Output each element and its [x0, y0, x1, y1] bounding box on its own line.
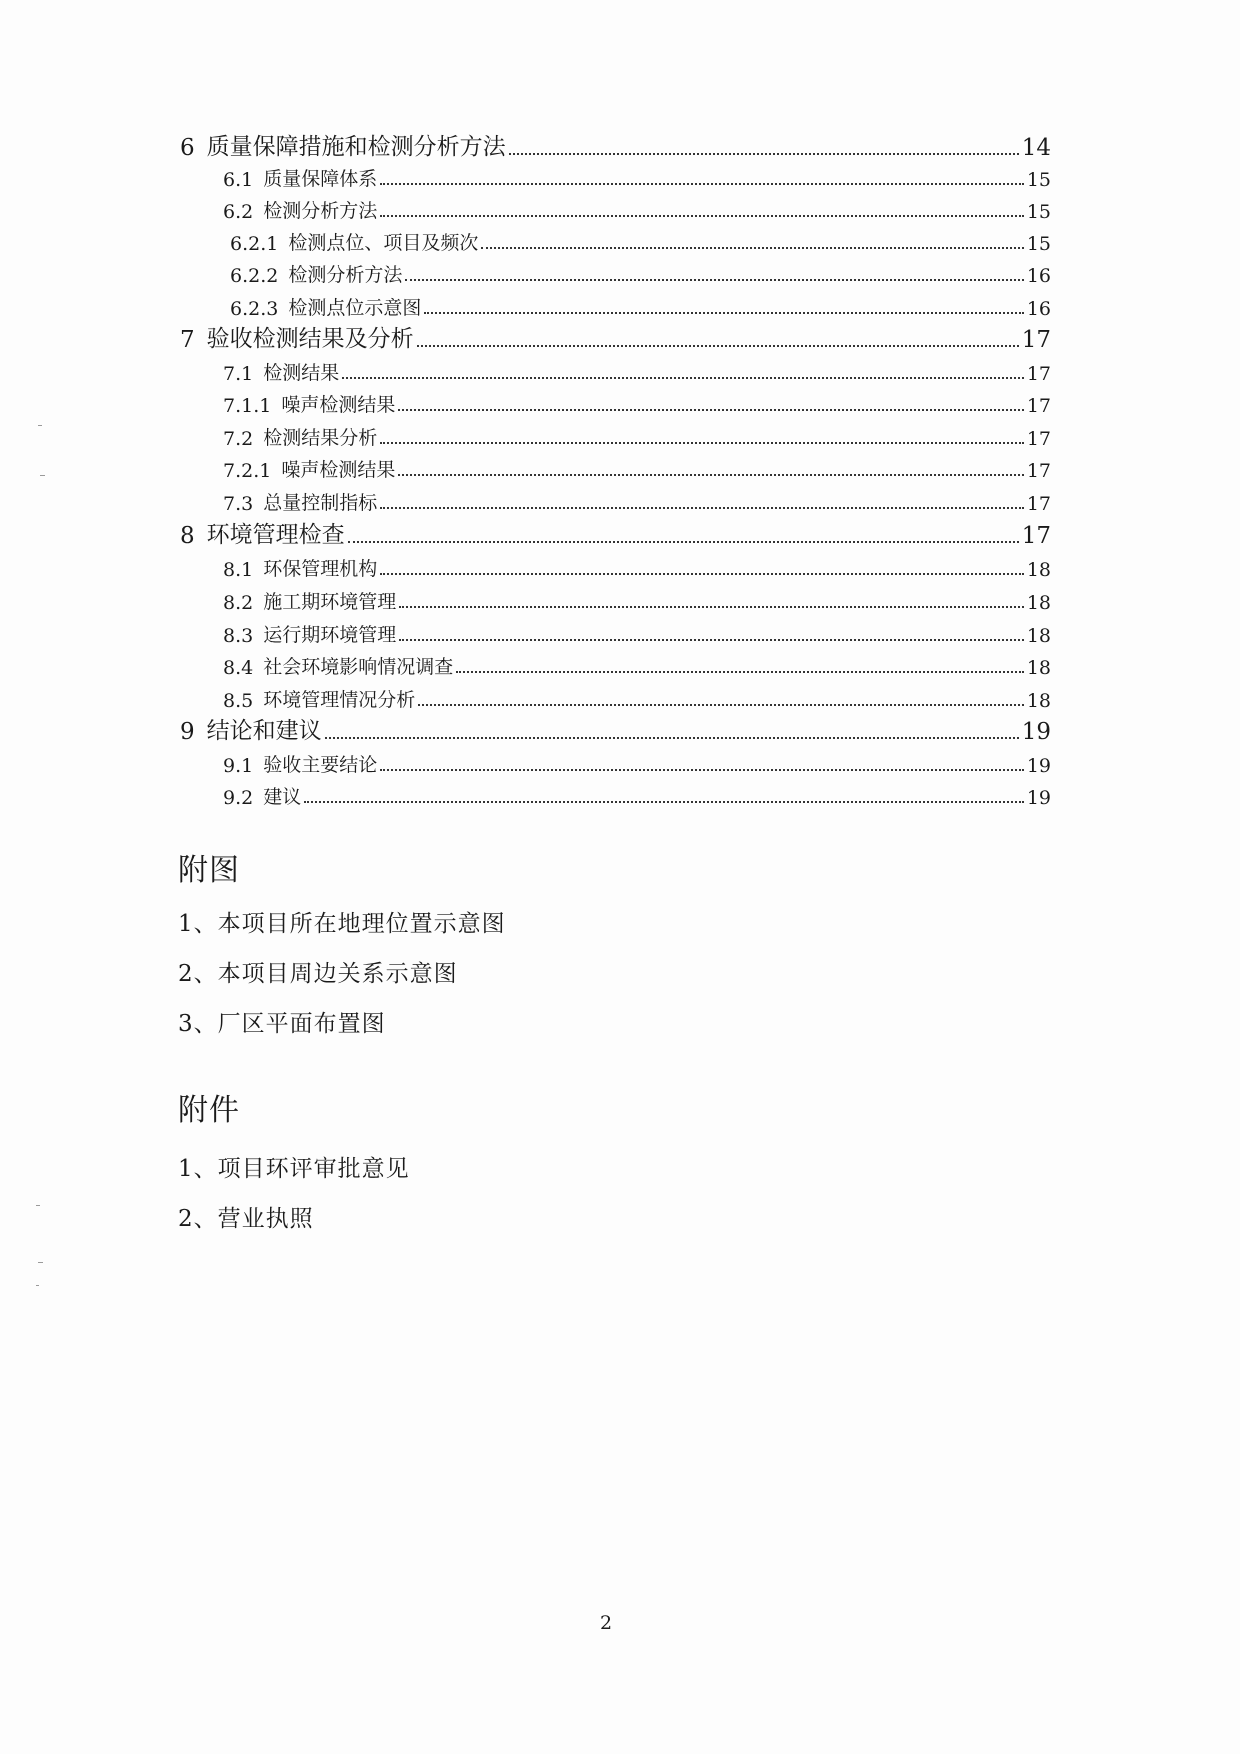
toc-title: 总量控制指标	[263, 492, 378, 514]
toc-leader-dots	[399, 638, 1024, 641]
toc-number: 9	[180, 719, 195, 745]
toc-leader-dots	[380, 506, 1024, 509]
toc-title: 验收检测结果及分析	[206, 326, 414, 352]
toc-leader-dots	[424, 311, 1023, 314]
toc-page-number: 18	[1026, 657, 1051, 679]
toc-page-number: 17	[1021, 523, 1051, 549]
toc-title: 检测结果分析	[263, 427, 378, 449]
toc-page-number: 17	[1026, 363, 1051, 385]
toc-page-number: 15	[1026, 169, 1051, 191]
toc-number: 8.1	[223, 559, 254, 581]
toc-title: 结论和建议	[206, 718, 322, 744]
toc-page-number: 18	[1026, 625, 1051, 647]
attachments-heading: 附件	[178, 1093, 240, 1128]
figure-item: 3、厂区平面布置图	[178, 1011, 386, 1037]
toc-title: 环境管理检查	[206, 522, 345, 548]
toc-entry-8-3	[223, 619, 1051, 647]
toc-page-number: 18	[1026, 559, 1051, 581]
toc-entry-7-2-1	[223, 454, 1051, 482]
toc-title: 噪声检测结果	[281, 394, 396, 416]
toc-title: 检测分析方法	[288, 264, 403, 286]
toc-number: 7.1.1	[223, 395, 272, 417]
toc-page-number: 18	[1026, 592, 1051, 614]
toc-number: 6.2.1	[230, 233, 279, 255]
figure-item: 2、本项目周边关系示意图	[178, 961, 458, 987]
toc-entry-9-2	[223, 781, 1051, 809]
toc-page-number: 19	[1026, 755, 1051, 777]
toc-title: 检测分析方法	[263, 200, 378, 222]
toc-entry-8-1	[223, 553, 1051, 581]
toc-entry-8-4	[223, 651, 1051, 679]
toc-leader-dots	[380, 214, 1024, 217]
toc-entry-7-2	[223, 422, 1051, 450]
toc-page-number: 14	[1021, 135, 1051, 161]
toc-number: 7.3	[223, 493, 254, 515]
toc-number: 7.2	[223, 428, 254, 450]
toc-entry-8-2	[223, 586, 1051, 614]
toc-page-number: 16	[1026, 298, 1051, 320]
toc-leader-dots	[380, 572, 1024, 575]
toc-entry-6	[180, 129, 1051, 161]
toc-number: 9.1	[223, 755, 254, 777]
toc-leader-dots	[348, 540, 1019, 543]
toc-leader-dots	[304, 800, 1024, 803]
toc-entry-8	[180, 517, 1051, 549]
toc-number: 8.2	[223, 592, 254, 614]
toc-title: 噪声检测结果	[281, 459, 396, 481]
scan-speck	[36, 1205, 40, 1206]
toc-entry-8-5	[223, 684, 1051, 712]
scan-speck	[40, 475, 45, 476]
toc-title: 验收主要结论	[263, 754, 378, 776]
toc-leader-dots	[380, 441, 1024, 444]
toc-title: 建议	[263, 786, 302, 808]
toc-page-number: 15	[1026, 233, 1051, 255]
toc-number: 8.4	[223, 657, 254, 679]
toc-title: 运行期环境管理	[263, 624, 397, 646]
toc-entry-7-1	[223, 357, 1051, 385]
toc-leader-dots	[509, 152, 1019, 155]
toc-leader-dots	[418, 703, 1024, 706]
toc-leader-dots	[481, 246, 1023, 249]
toc-title: 环保管理机构	[263, 558, 378, 580]
toc-leader-dots	[405, 278, 1023, 281]
toc-entry-9-1	[223, 749, 1051, 777]
toc-number: 8	[180, 523, 195, 549]
toc-page-number: 19	[1026, 787, 1051, 809]
toc-number: 8.3	[223, 625, 254, 647]
toc-entry-6-2-3	[230, 292, 1051, 320]
toc-number: 6.2.2	[230, 265, 279, 287]
figures-heading: 附图	[178, 853, 240, 888]
toc-leader-dots	[342, 376, 1024, 379]
toc-page-number: 17	[1026, 428, 1051, 450]
page-number: 2	[599, 1612, 613, 1634]
toc-title: 施工期环境管理	[263, 591, 397, 613]
toc-leader-dots	[417, 344, 1019, 347]
toc-title: 检测点位示意图	[288, 297, 422, 319]
toc-entry-7	[180, 321, 1051, 353]
toc-leader-dots	[398, 408, 1023, 411]
toc-page-number: 15	[1026, 201, 1051, 223]
toc-leader-dots	[399, 605, 1024, 608]
toc-number: 7.2.1	[223, 460, 272, 482]
toc-title: 社会环境影响情况调查	[263, 656, 454, 678]
toc-number: 6.1	[223, 169, 254, 191]
scan-speck	[38, 1262, 43, 1263]
toc-title: 环境管理情况分析	[263, 689, 416, 711]
scan-speck	[36, 1285, 39, 1286]
toc-leader-dots	[398, 473, 1023, 476]
toc-entry-7-3	[223, 487, 1051, 515]
toc-title: 质量保障体系	[263, 168, 378, 190]
toc-page-number: 17	[1021, 327, 1051, 353]
toc-number: 7	[180, 327, 195, 353]
toc-entry-9	[180, 713, 1051, 745]
toc-page-number: 16	[1026, 265, 1051, 287]
attachment-item: 2、营业执照	[178, 1206, 314, 1232]
toc-page-number: 18	[1026, 690, 1051, 712]
toc-page-number: 17	[1026, 460, 1051, 482]
toc-title: 检测点位、项目及频次	[288, 232, 479, 254]
scan-speck	[38, 425, 42, 426]
toc-title: 质量保障措施和检测分析方法	[206, 134, 506, 160]
toc-leader-dots	[325, 736, 1019, 739]
toc-number: 6.2.3	[230, 298, 279, 320]
toc-number: 7.1	[223, 363, 254, 385]
attachment-item: 1、项目环评审批意见	[178, 1156, 410, 1182]
toc-page-number: 17	[1026, 493, 1051, 515]
toc-entry-6-2-1	[230, 227, 1051, 255]
toc-number: 6	[180, 135, 195, 161]
toc-page-number: 17	[1026, 395, 1051, 417]
toc-leader-dots	[456, 670, 1024, 673]
toc-number: 9.2	[223, 787, 254, 809]
toc-entry-6-2	[223, 195, 1051, 223]
toc-entry-7-1-1	[223, 389, 1051, 417]
figure-item: 1、本项目所在地理位置示意图	[178, 911, 506, 937]
toc-leader-dots	[380, 768, 1024, 771]
toc-leader-dots	[380, 182, 1024, 185]
toc-number: 8.5	[223, 690, 254, 712]
toc-title: 检测结果	[263, 362, 340, 384]
toc-number: 6.2	[223, 201, 254, 223]
toc-page-number: 19	[1021, 719, 1051, 745]
toc-entry-6-2-2	[230, 259, 1051, 287]
toc-entry-6-1	[223, 163, 1051, 191]
